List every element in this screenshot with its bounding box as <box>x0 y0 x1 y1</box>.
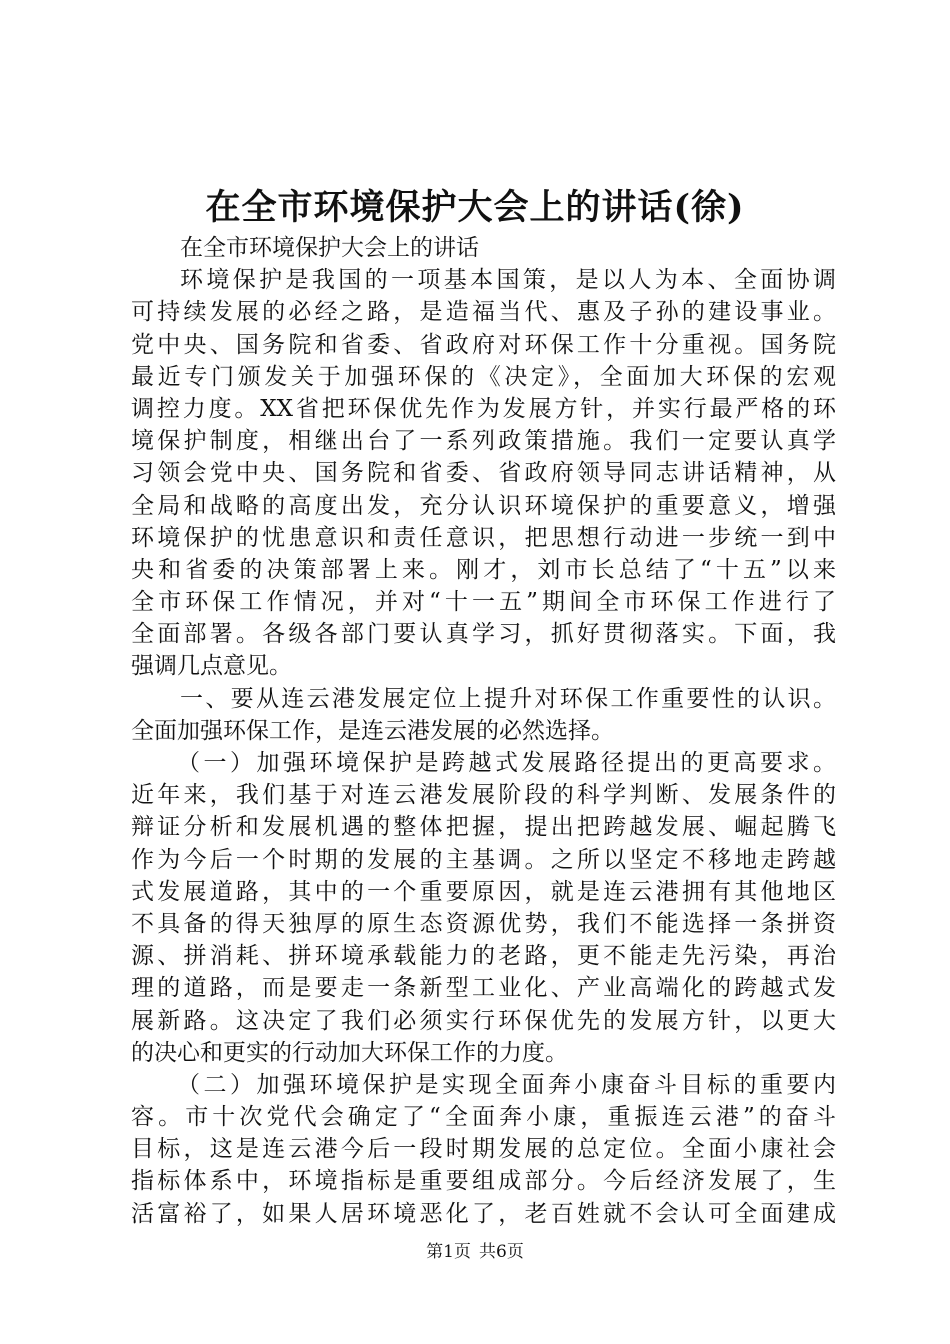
body-line: 目标，这是连云港今后一段时期发展的总定位。全面小康社会 <box>131 1136 836 1163</box>
body-line: 环境保护是我国的一项基本国策，是以人为本、全面协调 <box>180 267 836 294</box>
body-line: 全面部署。各级各部门要认真学习，抓好贯彻落实。下面，我 <box>131 621 836 648</box>
body-line: 不具备的得天独厚的原生态资源优势，我们不能选择一条拼资 <box>131 910 836 937</box>
speech-subtitle: 在全市环境保护大会上的讲话 <box>180 235 479 261</box>
body-line: 央和省委的决策部署上来。刚才，刘市长总结了“十五”以来 <box>131 556 836 583</box>
body-line: 作为今后一个时期的发展的主基调。之所以坚定不移地走跨越 <box>131 846 836 873</box>
subsection-line: （二）加强环境保护是实现全面奔小康奋斗目标的重要内 <box>177 1071 836 1098</box>
page-total: 共6页 <box>479 1242 524 1262</box>
subsection-line: （一）加强环境保护是跨越式发展路径提出的更高要求。 <box>177 750 836 776</box>
body-line: 指标体系中，环境指标是重要组成部分。今后经济发展了，生 <box>131 1168 836 1195</box>
page-title: 在全市环境保护大会上的讲话(徐) <box>205 187 745 228</box>
body-line: 境保护制度，相继出台了一系列政策措施。我们一定要认真学 <box>131 428 836 455</box>
section-heading-line: 全面加强环保工作，是连云港发展的必然选择。 <box>131 717 614 744</box>
body-line: 式发展道路，其中的一个重要原因，就是连云港拥有其他地区 <box>131 878 836 905</box>
body-line: 可持续发展的必经之路，是造福当代、惠及子孙的建设事业。 <box>131 299 836 326</box>
body-line: 环境保护的忧患意识和责任意识，把思想行动进一步统一到中 <box>131 524 836 551</box>
body-line: 展新路。这决定了我们必须实行环保优先的发展方针，以更大 <box>131 1007 836 1034</box>
body-line: 理的道路，而是要走一条新型工业化、产业高端化的跨越式发 <box>131 975 836 1002</box>
document-body <box>131 232 836 1230</box>
body-line: 容。市十次党代会确定了“全面奔小康，重振连云港”的奋斗 <box>131 1104 836 1131</box>
body-line: 的决心和更实的行动加大环保工作的力度。 <box>131 1039 568 1066</box>
page-number: 第1页 <box>426 1242 471 1262</box>
body-line: 习领会党中央、国务院和省委、省政府领导同志讲话精神，从 <box>131 460 836 487</box>
body-line: 最近专门颁发关于加强环保的《决定》，全面加大环保的宏观 <box>131 363 836 390</box>
body-line: 强调几点意见。 <box>131 653 292 680</box>
body-line: 调控力度。XX省把环保优先作为发展方针，并实行最严格的环 <box>131 395 836 422</box>
section-heading-line: 一、要从连云港发展定位上提升对环保工作重要性的认识。 <box>180 685 836 712</box>
body-line: 源、拼消耗、拼环境承载能力的老路，更不能走先污染，再治 <box>131 943 836 970</box>
body-line: 全局和战略的高度出发，充分认识环境保护的重要意义，增强 <box>131 492 836 519</box>
page-footer <box>0 1240 950 1264</box>
body-line: 近年来，我们基于对连云港发展阶段的科学判断、发展条件的 <box>131 782 836 809</box>
body-line: 辩证分析和发展机遇的整体把握，提出把跨越发展、崛起腾飞 <box>131 814 836 841</box>
body-line: 党中央、国务院和省委、省政府对环保工作十分重视。国务院 <box>131 331 836 358</box>
body-line: 全市环保工作情况，并对“十一五”期间全市环保工作进行了 <box>131 589 836 616</box>
body-line: 活富裕了，如果人居环境恶化了，老百姓就不会认可全面建成 <box>131 1200 836 1227</box>
